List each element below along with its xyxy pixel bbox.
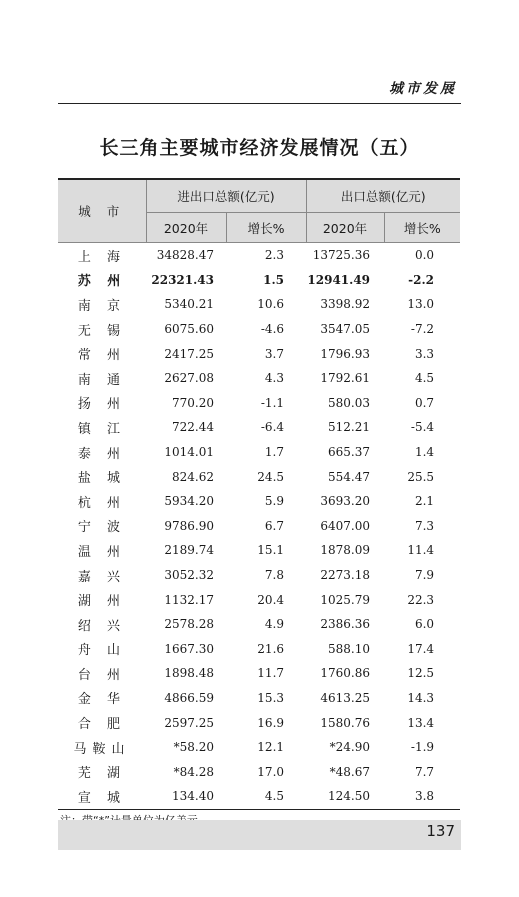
import-export-growth-cell: 1.7 xyxy=(264,445,285,460)
table-row xyxy=(58,686,460,711)
subheader-2020-import-export: 2020年 xyxy=(146,213,226,243)
export-growth-cell: 4.5 xyxy=(414,371,435,386)
city-cell: 南 京 xyxy=(77,298,127,314)
import-export-2020-cell: 2578.28 xyxy=(164,617,214,632)
export-2020-cell: 1796.93 xyxy=(320,346,371,361)
table-row xyxy=(58,489,460,514)
import-export-growth-cell: 17.0 xyxy=(257,764,285,779)
import-export-2020-cell: 4866.59 xyxy=(164,690,214,705)
import-export-2020-cell: 2597.25 xyxy=(164,715,214,730)
city-cell: 合 肥 xyxy=(77,717,127,733)
import-export-2020-cell: 722.44 xyxy=(172,420,214,435)
export-growth-cell: 0.0 xyxy=(414,248,435,263)
table-row xyxy=(58,538,460,563)
export-growth-cell: 1.4 xyxy=(414,445,435,460)
economy-table xyxy=(58,178,460,810)
city-cell: 常 州 xyxy=(77,348,127,364)
import-export-growth-cell: 2.3 xyxy=(264,248,285,263)
import-export-growth-cell: -4.6 xyxy=(260,322,285,337)
import-export-growth-cell: 15.1 xyxy=(257,543,285,558)
export-growth-cell: 13.4 xyxy=(407,715,435,730)
export-growth-cell: 7.9 xyxy=(414,568,435,583)
city-cell: 金 华 xyxy=(77,692,127,708)
import-export-2020-cell: 9786.90 xyxy=(164,518,214,533)
import-export-2020-cell: *84.28 xyxy=(173,764,214,779)
import-export-growth-cell: 7.8 xyxy=(264,568,285,583)
export-2020-cell: 1025.79 xyxy=(320,592,371,607)
export-2020-cell: 12941.49 xyxy=(307,272,371,287)
export-2020-cell: 2273.18 xyxy=(320,568,371,583)
city-cell: 苏 州 xyxy=(77,274,127,290)
export-2020-cell: *48.67 xyxy=(329,764,371,779)
export-2020-cell: 665.37 xyxy=(328,445,371,460)
table-row xyxy=(58,661,460,686)
import-export-growth-cell: 16.9 xyxy=(257,715,285,730)
import-export-growth-cell: -6.4 xyxy=(260,420,285,435)
table-row xyxy=(58,317,460,342)
import-export-growth-cell: 11.7 xyxy=(257,666,285,681)
export-2020-cell: *24.90 xyxy=(329,740,371,755)
import-export-growth-cell: 1.5 xyxy=(263,272,285,287)
city-cell: 上 海 xyxy=(77,249,127,265)
import-export-2020-cell: 3052.32 xyxy=(164,568,214,583)
city-cell: 绍 兴 xyxy=(77,618,127,634)
table-row xyxy=(58,563,460,588)
export-2020-cell: 1580.76 xyxy=(320,715,371,730)
city-cell: 芜 湖 xyxy=(77,766,127,782)
import-export-growth-cell: 4.3 xyxy=(264,371,285,386)
export-growth-cell: 2.1 xyxy=(414,494,435,509)
city-cell: 宁 波 xyxy=(77,520,127,536)
import-export-2020-cell: 2627.08 xyxy=(164,371,214,386)
export-2020-cell: 3547.05 xyxy=(320,322,371,337)
import-export-growth-cell: 4.5 xyxy=(226,784,306,809)
export-growth-cell: 7.3 xyxy=(414,518,435,533)
import-export-2020-cell: *58.20 xyxy=(173,740,214,755)
page-number: 137 xyxy=(426,822,455,840)
page-title: 长三角主要城市经济发展情况（五） xyxy=(99,137,420,159)
city-cell: 无 锡 xyxy=(77,323,127,339)
city-cell: 马鞍山 xyxy=(73,741,131,757)
import-export-growth-cell: 15.3 xyxy=(257,690,285,705)
import-export-2020-cell: 2417.25 xyxy=(164,346,214,361)
import-export-growth-cell: 4.9 xyxy=(264,617,285,632)
city-cell: 湖 州 xyxy=(77,594,127,610)
table-row xyxy=(58,784,460,809)
import-export-2020-cell: 134.40 xyxy=(146,784,226,809)
import-export-2020-cell: 5340.21 xyxy=(164,297,214,312)
import-export-2020-cell: 5934.20 xyxy=(164,494,214,509)
export-2020-cell: 3398.92 xyxy=(320,297,371,312)
import-export-growth-cell: 20.4 xyxy=(257,592,285,607)
table-row xyxy=(58,759,460,784)
import-export-growth-cell: 10.6 xyxy=(257,297,285,312)
city-cell: 宣 城 xyxy=(58,784,146,809)
import-export-2020-cell: 1132.17 xyxy=(164,592,214,607)
export-growth-cell: -1.9 xyxy=(410,740,435,755)
table-row xyxy=(58,612,460,637)
table-row xyxy=(58,464,460,489)
city-cell: 盐 城 xyxy=(77,471,127,487)
section-header-label: 城市发展 xyxy=(389,81,457,97)
export-growth-cell: 17.4 xyxy=(407,641,435,656)
export-growth-cell: 6.0 xyxy=(414,617,435,632)
city-cell: 嘉 兴 xyxy=(77,569,127,585)
export-2020-cell: 6407.00 xyxy=(320,518,371,533)
export-2020-cell: 1760.86 xyxy=(320,666,371,681)
import-export-2020-cell: 34828.47 xyxy=(156,248,214,263)
import-export-2020-cell: 1898.48 xyxy=(164,666,214,681)
export-growth-cell: -7.2 xyxy=(410,322,435,337)
export-2020-cell: 3693.20 xyxy=(320,494,371,509)
export-2020-cell: 512.21 xyxy=(328,420,371,435)
table-row xyxy=(58,514,460,539)
export-growth-cell: 3.8 xyxy=(384,784,460,809)
import-export-2020-cell: 1667.30 xyxy=(164,641,214,656)
city-cell: 扬 州 xyxy=(77,397,127,413)
export-2020-cell: 588.10 xyxy=(328,641,371,656)
export-2020-cell: 4613.25 xyxy=(320,690,371,705)
subheader-growth-export: 增长% xyxy=(384,213,460,243)
table-row xyxy=(58,366,460,391)
import-export-2020-cell: 1014.01 xyxy=(164,445,214,460)
import-export-2020-cell: 6075.60 xyxy=(164,322,214,337)
table-row xyxy=(58,243,460,268)
export-growth-cell: 22.3 xyxy=(407,592,435,607)
table-row xyxy=(58,735,460,760)
table-row xyxy=(58,391,460,416)
export-2020-cell: 124.50 xyxy=(306,784,384,809)
export-2020-cell: 2386.36 xyxy=(320,617,371,632)
city-cell: 镇 江 xyxy=(77,421,127,437)
city-cell: 杭 州 xyxy=(77,495,127,511)
import-export-growth-cell: 5.9 xyxy=(264,494,285,509)
export-growth-cell: 3.3 xyxy=(414,346,435,361)
import-export-2020-cell: 22321.43 xyxy=(151,272,214,287)
import-export-growth-cell: 3.7 xyxy=(264,346,285,361)
import-export-growth-cell: 12.1 xyxy=(257,740,285,755)
subheader-growth-import-export: 增长% xyxy=(226,213,306,243)
import-export-2020-cell: 770.20 xyxy=(172,395,214,410)
export-2020-cell: 580.03 xyxy=(328,395,371,410)
footer-band xyxy=(58,820,461,850)
table-row xyxy=(58,440,460,465)
table-row xyxy=(58,292,460,317)
city-cell: 台 州 xyxy=(77,667,127,683)
city-cell: 温 州 xyxy=(77,544,127,560)
city-cell: 南 通 xyxy=(77,372,127,388)
export-growth-cell: 7.7 xyxy=(414,764,435,779)
export-2020-cell: 1792.61 xyxy=(320,371,371,386)
table-row xyxy=(58,587,460,612)
export-growth-cell: 12.5 xyxy=(407,666,435,681)
table-row xyxy=(58,341,460,366)
export-2020-cell: 554.47 xyxy=(328,469,371,484)
export-growth-cell: -5.4 xyxy=(410,420,435,435)
column-group-export: 出口总额(亿元) xyxy=(306,179,460,213)
import-export-2020-cell: 824.62 xyxy=(172,469,214,484)
export-growth-cell: -2.2 xyxy=(408,272,435,287)
city-cell: 泰 州 xyxy=(77,446,127,462)
import-export-growth-cell: 6.7 xyxy=(264,518,285,533)
header-rule xyxy=(58,103,461,104)
table-row xyxy=(58,268,460,293)
export-2020-cell: 1878.09 xyxy=(320,543,371,558)
export-growth-cell: 25.5 xyxy=(407,469,435,484)
column-group-import-export: 进出口总额(亿元) xyxy=(146,179,306,213)
import-export-2020-cell: 2189.74 xyxy=(164,543,214,558)
export-growth-cell: 14.3 xyxy=(407,690,435,705)
export-growth-cell: 0.7 xyxy=(414,395,435,410)
table-row xyxy=(58,637,460,662)
table-row xyxy=(58,415,460,440)
import-export-growth-cell: 24.5 xyxy=(257,469,285,484)
column-header-city: 城 市 xyxy=(58,179,146,243)
export-growth-cell: 11.4 xyxy=(407,543,435,558)
export-growth-cell: 13.0 xyxy=(407,297,435,312)
export-2020-cell: 13725.36 xyxy=(312,248,371,263)
import-export-growth-cell: -1.1 xyxy=(260,395,285,410)
city-cell: 舟 山 xyxy=(77,643,127,659)
import-export-growth-cell: 21.6 xyxy=(257,641,285,656)
subheader-2020-export: 2020年 xyxy=(306,213,384,243)
table-row xyxy=(58,710,460,735)
